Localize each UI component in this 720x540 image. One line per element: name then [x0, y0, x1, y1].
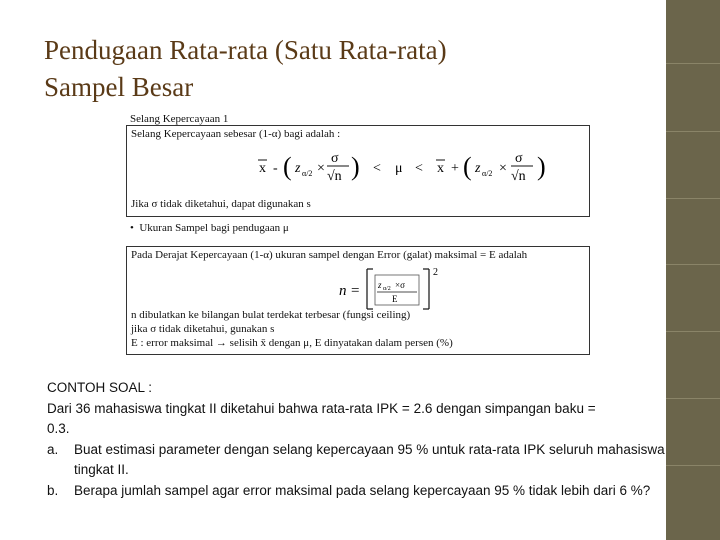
- svg-text:): ): [351, 152, 360, 181]
- svg-text:×σ: ×σ: [395, 280, 405, 290]
- side-bar-divider: [666, 465, 720, 466]
- svg-text:(: (: [463, 152, 472, 181]
- svg-text:n: n: [339, 283, 347, 299]
- svg-text:x: x: [437, 161, 444, 176]
- svg-text:+: +: [451, 161, 459, 176]
- list-item-text: Berapa jumlah sampel agar error maksimal pada selang kepercayaan 95 % tidak lebih dari 6 %?: [74, 482, 651, 498]
- confidence-interval-box: [126, 125, 590, 217]
- svg-text:z: z: [475, 161, 481, 176]
- side-bar-divider: [666, 198, 720, 199]
- formula-figure: [124, 110, 594, 362]
- svg-text:σ: σ: [515, 151, 523, 166]
- svg-text:x: x: [259, 161, 266, 176]
- box1-intro: Selang Kepercayaan sebesar (1-α) bagi adalah :: [131, 128, 341, 140]
- svg-text:α/2: α/2: [482, 169, 493, 178]
- example-line-2: 0.3.: [47, 421, 70, 436]
- title-line-2: Sampel Besar: [44, 72, 194, 102]
- sample-size-bullet: • Ukuran Sampel bagi pendugaan μ: [130, 222, 289, 234]
- title-line-1: Pendugaan Rata-rata (Satu Rata-rata): [44, 35, 447, 65]
- list-marker: a.: [47, 441, 59, 457]
- list-item: [47, 481, 667, 502]
- decorative-side-bar: [666, 0, 720, 540]
- svg-text:): ): [537, 152, 546, 181]
- svg-text:z: z: [378, 280, 382, 290]
- figure-heading: Selang Kepercayaan 1: [130, 113, 229, 125]
- list-item: [47, 440, 667, 481]
- svg-text:-: -: [273, 161, 278, 176]
- side-bar-divider: [666, 63, 720, 64]
- svg-text:√n: √n: [511, 169, 526, 184]
- box2-line-2: jika σ tidak diketahui, gunakan s: [131, 323, 275, 335]
- svg-text:σ: σ: [331, 151, 339, 166]
- sample-size-formula: [337, 263, 457, 313]
- svg-text:√n: √n: [327, 169, 342, 184]
- list-marker: b.: [47, 482, 59, 498]
- confidence-interval-formula: [255, 142, 585, 190]
- sample-size-box: [126, 246, 590, 355]
- bullet-text: Ukuran Sampel bagi pendugaan μ: [139, 222, 289, 234]
- box2-line-3: E : error maksimal → selisih x̄ dengan μ, E dinyatakan dalam persen (%): [131, 337, 453, 349]
- example-heading: CONTOH SOAL :: [47, 380, 153, 395]
- example-problem: [47, 378, 667, 501]
- svg-text:<: <: [373, 161, 381, 176]
- example-line-1: Dari 36 mahasiswa tingkat II diketahui bahwa rata-rata IPK = 2.6 dengan simpangan baku =: [47, 400, 596, 416]
- svg-text:<: <: [415, 161, 423, 176]
- box1-note: Jika σ tidak diketahui, dapat digunakan s: [131, 198, 311, 210]
- svg-text:μ: μ: [395, 161, 403, 176]
- svg-text:α/2: α/2: [302, 169, 313, 178]
- svg-text:E: E: [392, 294, 398, 304]
- box2-intro: Pada Derajat Kepercayaan (1-α) ukuran sampel dengan Error (galat) maksimal = E adalah: [131, 249, 528, 261]
- slide-title: [44, 32, 644, 106]
- svg-text:2: 2: [433, 267, 438, 278]
- svg-text:×: ×: [317, 161, 325, 176]
- svg-text:=: =: [351, 283, 360, 299]
- side-bar-divider: [666, 264, 720, 265]
- side-bar-divider: [666, 131, 720, 132]
- side-bar-divider: [666, 398, 720, 399]
- side-bar-divider: [666, 331, 720, 332]
- svg-text:z: z: [295, 161, 301, 176]
- box2-line-1: n dibulatkan ke bilangan bulat terdekat terbesar (fungsi ceiling): [131, 309, 411, 321]
- svg-text:(: (: [283, 152, 292, 181]
- svg-text:×: ×: [499, 161, 507, 176]
- list-item-text: Buat estimasi parameter dengan selang kepercayaan 95 % untuk rata-rata IPK seluruh mahasiswa tingkat II.: [74, 441, 665, 477]
- svg-text:α/2: α/2: [383, 286, 391, 292]
